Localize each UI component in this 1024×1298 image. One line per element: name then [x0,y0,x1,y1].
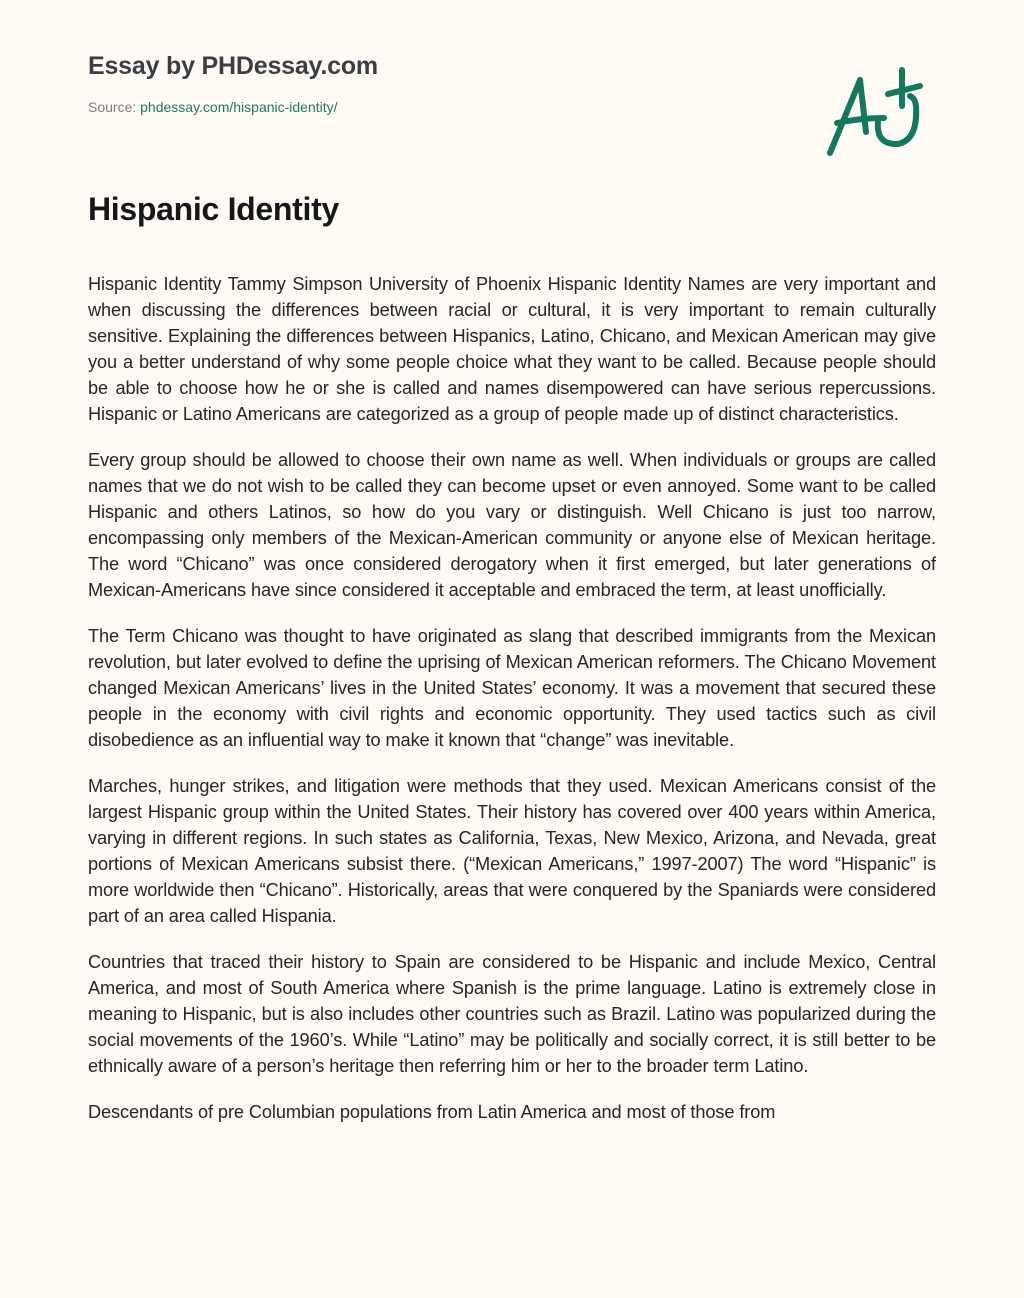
source-label: Source: [88,99,141,115]
essay-paragraph: Descendants of pre Columbian populations from Latin America and most of those from [88,1102,776,1122]
essay-title: Hispanic Identity [88,191,339,227]
brand-title: Essay by PHDessay.com [88,52,378,80]
a-plus-grade-icon [820,60,940,165]
source-line [88,97,788,117]
essay-paragraph: Countries that traced their history to Spain are considered to be Hispanic and include Mexico, Central America, and most of South America where Spanish is the prime language. Latino is extremely close in meaning to Hispanic, but is also includes other countries such as Brazil. Latino was popularized during the social movements of the 1960’s. While “Latino” may be politically and socially correct, it is still better to be ethnically aware of a person’s heritage then referring him or her to the broader term Latino. [88,952,936,1076]
essay-paragraph: The Term Chicano was thought to have originated as slang that described immigrants from the Mexican revolution, but later evolved to define the uprising of Mexican American reformers. The Chicano Movement changed Mexican Americans’ lives in the United States’ economy. It was a movement that secured these people in the economy with civil rights and economic opportunity. They used tactics such as civil disobedience as an influential way to make it known that “change” was inevitable. [88,626,936,750]
essay-paragraph: Every group should be allowed to choose their own name as well. When individuals or groups are called names that we do not wish to be called they can become upset or even annoyed. Some want to be called Hispanic and others Latinos, so how do you vary or distinguish. Well Chicano is just too narrow, encompassing only members of the Mexican-American community or anyone else of Mexican heritage. The word “Chicano” was once considered derogatory when it first emerged, but later generations of Mexican-Americans have since considered it acceptable and embraced the term, at least unofficially. [88,450,936,600]
essay-paragraph: Hispanic Identity Tammy Simpson University of Phoenix Hispanic Identity Names are very important and when discussing the differences between racial or cultural, it is very important to remain culturally sensitive. Explaining the differences between Hispanics, Latino, Chicano, and Mexican American may give you a better understand of why some people choice what they want to be called. Because people should be able to choose how he or she is called and names disempowered can have serious repercussions. Hispanic or Latino Americans are categorized as a group of people made up of distinct characteristics. [88,274,936,424]
essay-paragraph: Marches, hunger strikes, and litigation were methods that they used. Mexican Americans consist of the largest Hispanic group within the United States. Their history has covered over 400 years within America, varying in different regions. In such states as California, Texas, New Mexico, Arizona, and Nevada, great portions of Mexican Americans subsist there. (“Mexican Americans,” 1997-2007) The word “Hispanic” is more worldwide then “Chicano”. Historically, areas that were conquered by the Spaniards were considered part of an area called Hispania. [88,776,936,926]
essay-body [88,271,936,1145]
source-link[interactable]: phdessay.com/hispanic-identity/ [140,99,338,115]
page-header [88,48,788,117]
